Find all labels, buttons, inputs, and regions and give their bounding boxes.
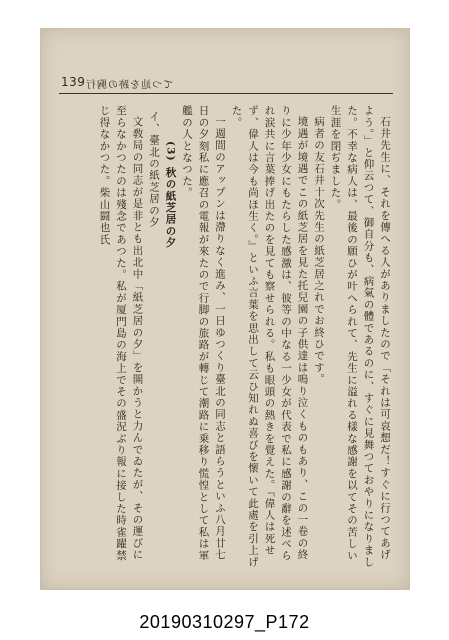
paragraph-3: 境遇が境遇でこの紙芝居を見た托兒園の子供達は嗚り泣くものもあり、この一卷の終りに少年少女にもたらした感激は、彼等の中なる一少女が代表で私に感謝の辭を述べられ涙共に言葉捧げ出たのを見ても察せられる。私も眼頭の熱きを覺えた。『偉人は死せず、偉人は今も尚ほ生く。』といふ言葉を思出して云ひ知れぬ喜びを懷いて此處を引上げた。 [230,105,309,568]
paragraph-5: 文敎局の同志が是非とも出北中「紙芝居の夕」を開かうと力んでゐたが、その運びに至らなかつたのは殘念であつた。私が厦門島の海上でその盛況ぶり報に接した時雀躍禁じ得なかつた。柴山闘也氏 [98,105,144,562]
header-rule [59,93,393,94]
paragraph-4: 一週間のアップンは滯りなく進み、一日ゆつくり臺北の同志と語らうといふ八月廿七日の夕刻私に應召の電報が來たので行脚の旅路が轉じて潮路に乗移り慌惶として私は軍艦の人となつた。 [181,105,226,562]
section-subheading: イ、臺北の紙芝居の夕 [148,111,160,228]
body-text [59,105,393,571]
image-id-caption: 20190310297_P172 [139,612,310,632]
running-head: てつ辿を跡の胸行 [85,80,173,91]
book-page [40,28,410,590]
paragraph-2: 病者の友石井十次先生の紙芝居之れでお終ひです。 [313,115,325,385]
section-heading: (3) 秋の紙芝居の夕 [164,141,177,249]
page-number: 139 [61,75,86,89]
paragraph-1: 石井先生に、それを傳へる人がありましたので「それは可哀想だ！すぐに行つてあげよう。」と仰云つて、御自分も、病氣の體であるのに、すぐに見舞つておやりになりました。不幸な病人は、最後の願ひが叶へられて、先生に溢れる樣な感謝を以てその苦しい生涯を閉ぢました。 [329,105,391,568]
